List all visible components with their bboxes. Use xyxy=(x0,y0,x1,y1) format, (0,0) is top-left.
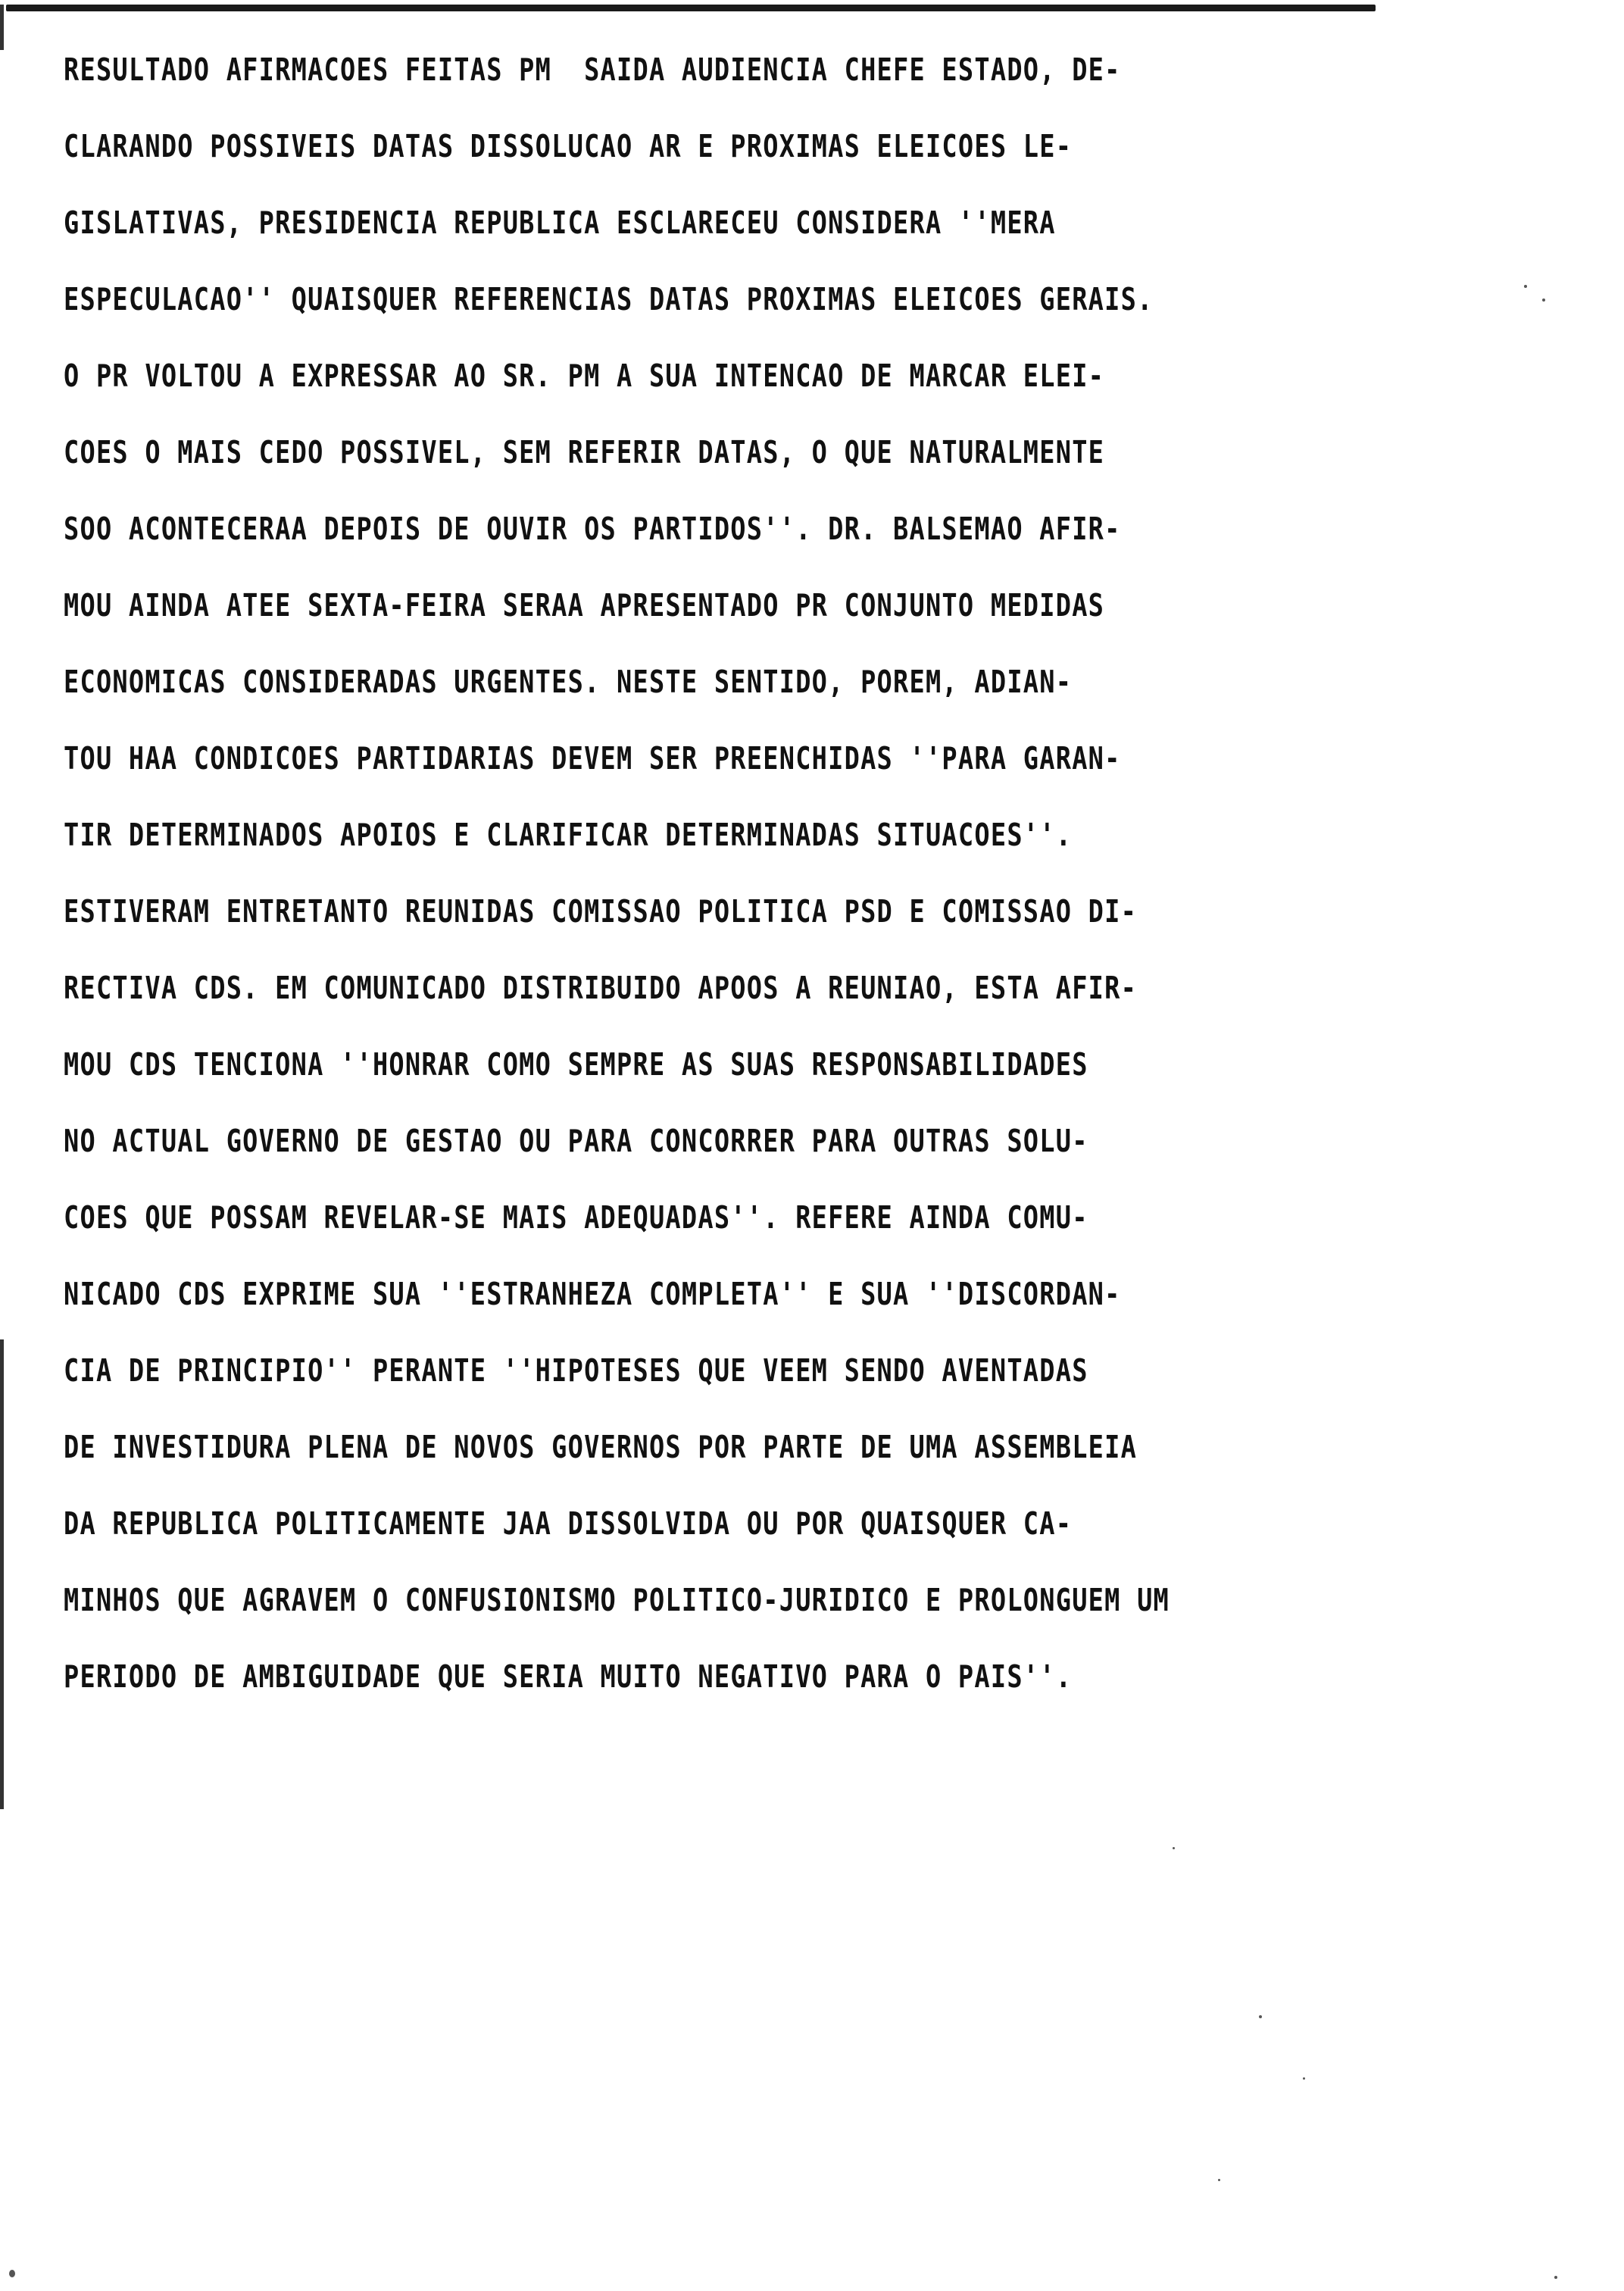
text-line: O PR VOLTOU A EXPRESSAR AO SR. PM A SUA INTENCAO DE MARCAR ELEI- xyxy=(64,358,1105,394)
text-line: NICADO CDS EXPRIME SUA ''ESTRANHEZA COMPLETA'' E SUA ''DISCORDAN- xyxy=(64,1276,1121,1312)
text-line: ECONOMICAS CONSIDERADAS URGENTES. NESTE SENTIDO, POREM, ADIAN- xyxy=(64,664,1073,700)
scan-speck xyxy=(1173,1847,1175,1849)
text-line: PERIODO DE AMBIGUIDADE QUE SERIA MUITO NEGATIVO PARA O PAIS''. xyxy=(64,1658,1073,1695)
text-line: MOU AINDA ATEE SEXTA-FEIRA SERAA APRESENTADO PR CONJUNTO MEDIDAS xyxy=(64,587,1105,624)
scan-speck xyxy=(1218,2179,1220,2181)
scan-speck xyxy=(1554,2276,1557,2279)
text-line: SOO ACONTECERAA DEPOIS DE OUVIR OS PARTIDOS''. DR. BALSEMAO AFIR- xyxy=(64,511,1121,547)
text-line: RECTIVA CDS. EM COMUNICADO DISTRIBUIDO APOOS A REUNIAO, ESTA AFIR- xyxy=(64,970,1138,1006)
text-line: COES O MAIS CEDO POSSIVEL, SEM REFERIR DATAS, O QUE NATURALMENTE xyxy=(64,434,1105,470)
text-line: DA REPUBLICA POLITICAMENTE JAA DISSOLVIDA OU POR QUAISQUER CA- xyxy=(64,1505,1073,1542)
scan-speck xyxy=(1542,298,1545,302)
text-line: MOU CDS TENCIONA ''HONRAR COMO SEMPRE AS SUAS RESPONSABILIDADES xyxy=(64,1046,1088,1083)
top-rule-line xyxy=(6,5,1376,11)
text-line: GISLATIVAS, PRESIDENCIA REPUBLICA ESCLARECEU CONSIDERA ''MERA xyxy=(64,205,1056,241)
scan-speck xyxy=(9,2270,15,2277)
text-line: CIA DE PRINCIPIO'' PERANTE ''HIPOTESES QUE VEEM SENDO AVENTADAS xyxy=(64,1352,1088,1389)
scan-speck xyxy=(1259,2015,1262,2018)
text-line: NO ACTUAL GOVERNO DE GESTAO OU PARA CONCORRER PARA OUTRAS SOLU- xyxy=(64,1123,1088,1159)
text-line: TIR DETERMINADOS APOIOS E CLARIFICAR DETERMINADAS SITUACOES''. xyxy=(64,817,1073,853)
text-line: CLARANDO POSSIVEIS DATAS DISSOLUCAO AR E PROXIMAS ELEICOES LE- xyxy=(64,128,1073,164)
text-line: RESULTADO AFIRMACOES FEITAS PM SAIDA AUDIENCIA CHEFE ESTADO, DE- xyxy=(64,52,1121,88)
scan-speck xyxy=(1524,285,1527,288)
left-margin-tick xyxy=(0,5,4,50)
text-line: ESTIVERAM ENTRETANTO REUNIDAS COMISSAO POLITICA PSD E COMISSAO DI- xyxy=(64,893,1138,930)
scan-speck xyxy=(1303,2077,1305,2080)
text-line: TOU HAA CONDICOES PARTIDARIAS DEVEM SER PREENCHIDAS ''PARA GARAN- xyxy=(64,740,1121,777)
text-line: COES QUE POSSAM REVELAR-SE MAIS ADEQUADAS''. REFERE AINDA COMU- xyxy=(64,1199,1088,1236)
text-line: ESPECULACAO'' QUAISQUER REFERENCIAS DATAS PROXIMAS ELEICOES GERAIS. xyxy=(64,281,1154,317)
text-line: MINHOS QUE AGRAVEM O CONFUSIONISMO POLITICO-JURIDICO E PROLONGUEM UM xyxy=(64,1582,1170,1618)
telex-text-body xyxy=(64,32,1321,1715)
left-margin-rule xyxy=(0,1339,4,1809)
text-line: DE INVESTIDURA PLENA DE NOVOS GOVERNOS POR PARTE DE UMA ASSEMBLEIA xyxy=(64,1429,1138,1465)
